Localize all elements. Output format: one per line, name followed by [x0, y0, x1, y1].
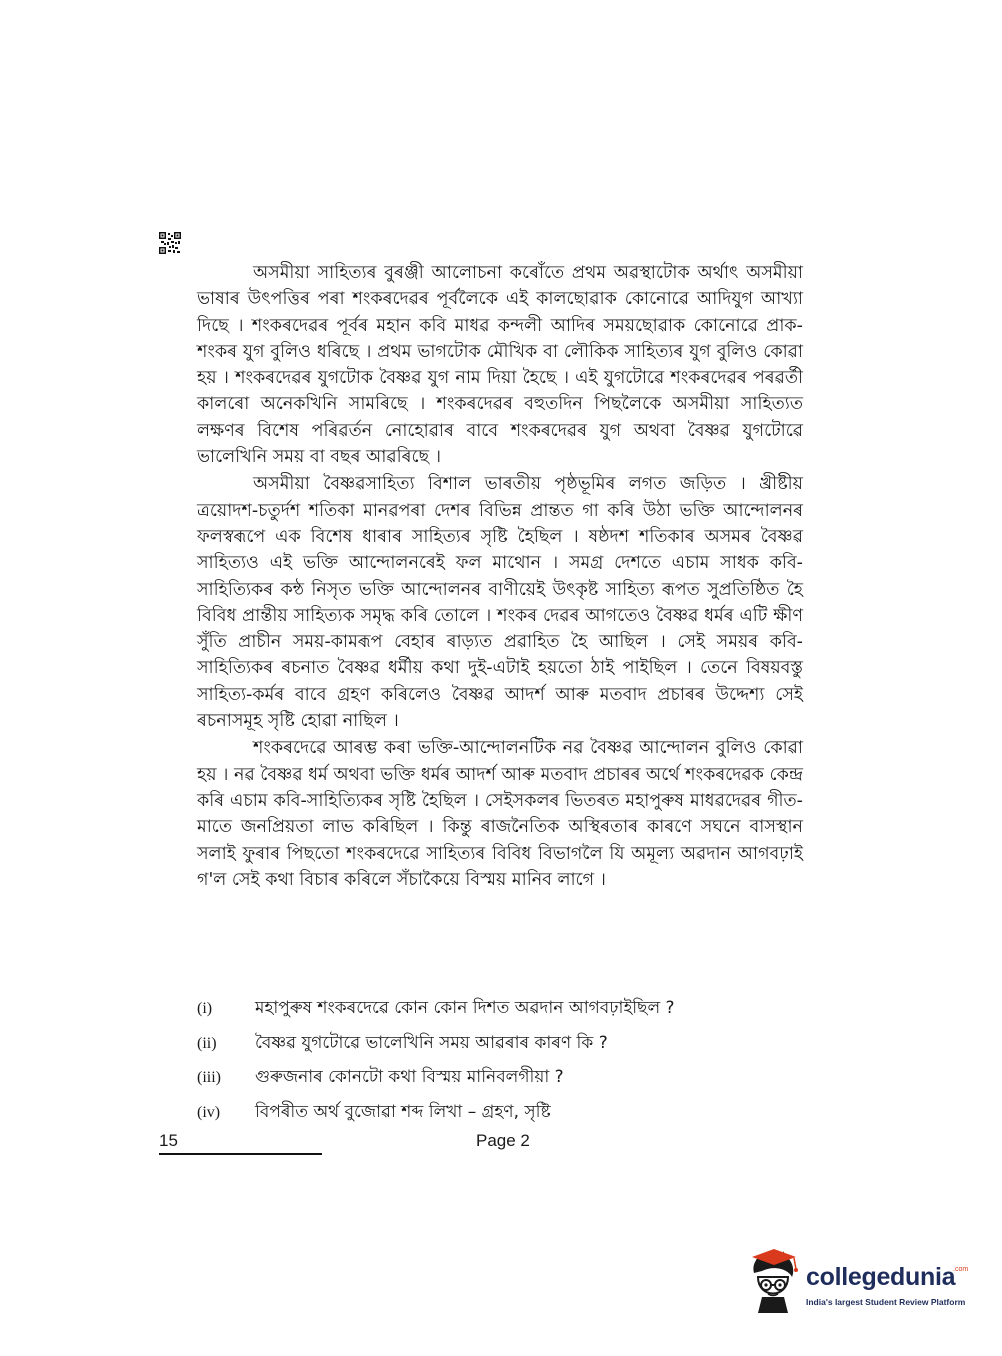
question-list: [197, 995, 817, 1133]
logo-brand-text: collegedunia: [806, 1263, 956, 1291]
passage: [197, 260, 803, 893]
passage-paragraph-1: অসমীয়া সাহিত্যৰ বুৰঞ্জী আলোচনা কৰোঁতে প্ৰথম অৱস্থাটোক অৰ্থাৎ অসমীয়া ভাষাৰ উৎপত্তিৰ পৰা শংকৰদেৱৰ পূৰ্বলৈকে এই কালছোৱাক কোনোৱে আদিযুগ আখ্যা দিছে । শংকৰদেৱৰ পূৰ্বৰ মহান কবি মাধৱ কন্দলী আদিৰ সময়ছোৱাক কোনোৱে প্ৰাক-শংকৰ যুগ বুলিও ধৰিছে । প্ৰথম ভাগটোক মৌখিক বা লৌকিক সাহিত্যৰ যুগ বুলিও কোৱা হয় । শংকৰদেৱৰ যুগটোক বৈষ্ণৱ যুগ নাম দিয়া হৈছে । এই যুগটোৱে শংকৰদেৱৰ পৰৱৰ্তী কালৰো অনেকখিনি সামৰিছে । শংকৰদেৱৰ বহুতদিন পিছলৈকে অসমীয়া সাহিত্যত লক্ষণৰ বিশেষ পৰিৱৰ্তন নোহোৱাৰ বাবে শংকৰদেৱৰ যুগ অথবা বৈষ্ণৱ যুগটোৱে ভালেখিনি সময় বা বছৰ আৱৰিছে ।: [197, 263, 803, 468]
qr-code-icon: [159, 232, 181, 254]
collegedunia-mascot-icon: [744, 1247, 802, 1313]
question-text: গুৰুজনাৰ কোনটো কথা বিস্ময় মানিবলগীয়া ?: [255, 1067, 564, 1087]
question-number: (iv): [197, 1103, 221, 1121]
passage-paragraph-2: অসমীয়া বৈষ্ণৱসাহিত্য বিশাল ভাৰতীয় পৃষ্ঠভূমিৰ লগত জড়িত । খ্ৰীষ্টীয় ত্ৰয়োদশ-চতুৰ্দশ শতিকা মানৱপৰা দেশৰ বিভিন্ন প্ৰান্তত গা কৰি উঠা ভক্তি আন্দোলনৰ ফলস্বৰূপে এক বিশেষ ধাৰাৰ সাহিত্যৰ সৃষ্টি হৈছিল । ষষ্ঠদশ শতিকাৰ অসমৰ বৈষ্ণৱ সাহিত্যও এই ভক্তি আন্দোলনৰেই ফল মাথোন । সমগ্ৰ দেশতে এচাম সাধক কবি-সাহিত্যিকৰ কন্ঠ নিসৃত ভক্তি আন্দোলনৰ বাণীয়েই উৎকৃষ্ট সাহিত্য ৰূপত সুপ্ৰতিষ্ঠিত হৈ বিবিধ প্ৰান্তীয় সাহিত্যক সমৃদ্ধ কৰি তোলে । শংকৰ দেৱৰ আগতেও বৈষ্ণৱ ধৰ্মৰ এটি ক্ষীণ সুঁতি প্ৰাচীন সময়-কামৰূপ বেহাৰ ৰাড়্যত প্ৰৱাহিত হৈ আছিল । সেই সময়ৰ কবি-সাহিত্যিকৰ ৰচনাত বৈষ্ণৱ ধৰ্মীয় কথা দুই-এটাই হয়তো ঠাই পাইছিল । তেনে বিষয়বস্তু সাহিত্য-কৰ্মৰ বাবে গ্ৰহণ কৰিলেও বৈষ্ণৱ আদৰ্শ আৰু মতবাদ প্ৰচাৰৰ উদ্দেশ্য সেই ৰচনাসমূহ সৃষ্টি হোৱা নাছিল ।: [197, 474, 803, 732]
question-item: [197, 1064, 817, 1099]
question-number: (iii): [197, 1069, 221, 1086]
question-item: [197, 995, 817, 1030]
question-item: [197, 1099, 817, 1134]
question-text: মহাপুৰুষ শংকৰদেৱে কোন কোন দিশত অৱদান আগবঢ়াইছিল ?: [255, 998, 675, 1018]
page-number: Page 2: [476, 1131, 530, 1150]
collegedunia-logo: [744, 1247, 974, 1317]
question-text: বিপৰীত অৰ্থ বুজোৱা শব্দ লিখা – গ্ৰহণ, সৃষ্টি: [255, 1101, 551, 1122]
logo-tagline: India's largest Student Review Platform: [806, 1297, 966, 1307]
question-number: (ii): [197, 1034, 217, 1052]
question-number: (i): [197, 1000, 213, 1017]
question-item: [197, 1030, 817, 1065]
logo-domain-suffix: .com: [953, 1266, 969, 1273]
passage-paragraph-3: শংকৰদেৱে আৰম্ভ কৰা ভক্তি-আন্দোলনটিক নৱ বৈষ্ণৱ আন্দোলন বুলিও কোৱা হয় । নৱ বৈষ্ণৱ ধৰ্ম অথবা ভক্তি ধৰ্মৰ আদৰ্শ আৰু মতবাদ প্ৰচাৰৰ অৰ্থে শংকৰদেৱক কেন্দ্ৰ কৰি এচাম কবি-সাহিত্যিকৰ সৃষ্টি হৈছিল । সেইসকলৰ ভিতৰত মহাপুৰুষ মাধৱদেৱৰ গীত-মাতে জনপ্ৰিয়তা লাভ কৰিছিল । কিন্তু ৰাজনৈতিক অস্থিৰতাৰ কাৰণে সঘনে বাসস্থান সলাই ফুৰাৰ পিছতো শংকৰদেৱে সাহিত্যৰ বিবিধ বিভাগলৈ যি অমূল্য অৱদান আগবঢ়াই গ'ল সেই কথা বিচাৰ কৰিলে সঁচাকৈয়ে বিস্ময় মানিব লাগে ।: [197, 738, 803, 890]
paper-code: 15: [159, 1131, 178, 1150]
question-text: বৈষ্ণৱ যুগটোৱে ভালেখিনি সময় আৱৰাৰ কাৰণ কি ?: [255, 1032, 608, 1053]
footer-divider: [159, 1153, 322, 1155]
